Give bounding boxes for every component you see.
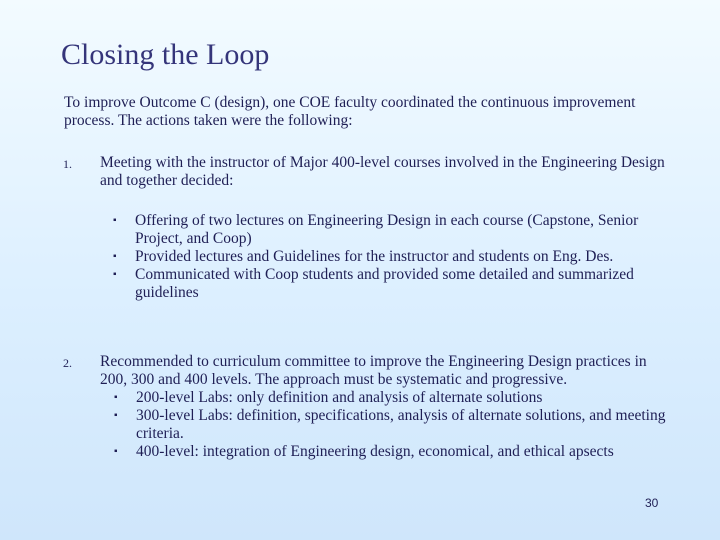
sub-list-item: ▪ Communicated with Coop students and provided some detailed and summarized guidelines [113,266,634,301]
page-number: 30 [645,496,659,510]
numbered-item-1 [63,154,673,302]
item-number: 1. [63,157,72,171]
sub-list-item: ▪ Offering of two lectures on Engineering Design in each course (Capstone, Senior Project, and Coop) [113,212,639,247]
sub-list-item: ▪ 400-level: integration of Engineering design, economical, and ethical apsects [114,443,614,460]
bullet-icon: ▪ [113,269,117,280]
sub-list-item: ▪ 200-level Labs: only definition and analysis of alternate solutions [114,389,543,406]
sub-list [114,389,674,461]
item-text: Meeting with the instructor of Major 400-level courses involved in the Engineering Design and together decided: [100,154,665,189]
sub-list-item: ▪ 300-level Labs: definition, specifications, analysis of alternate solutions, and meeting criteria. [114,407,666,442]
sub-list-item: ▪ Provided lectures and Guidelines for the instructor and students on Eng. Des. [113,248,614,265]
bullet-icon: ▪ [114,446,118,457]
slide-title: Closing the Loop [61,38,270,71]
intro-paragraph: To improve Outcome C (design), one COE faculty coordinated the continuous improvement process. The actions taken were the following: [64,94,636,129]
item-text: Recommended to curriculum committee to improve the Engineering Design practices in 200, 300 and 400 levels. The approach must be systematic and progressive. ▪ 200-level Labs: only definition and analysis of alternate solutions ▪ 300-level Labs: definition, specifications, analysis of alternate solutions, and meeting criteria. ▪ 400-level: integration of Engineering design, economical, and ethical apsects [100,353,673,461]
sub-list [113,212,673,302]
bullet-icon: ▪ [113,215,117,226]
numbered-item-2 [63,353,673,461]
item-number: 2. [63,356,72,370]
bullet-icon: ▪ [113,251,117,262]
bullet-icon: ▪ [114,392,118,403]
bullet-icon: ▪ [114,410,118,421]
